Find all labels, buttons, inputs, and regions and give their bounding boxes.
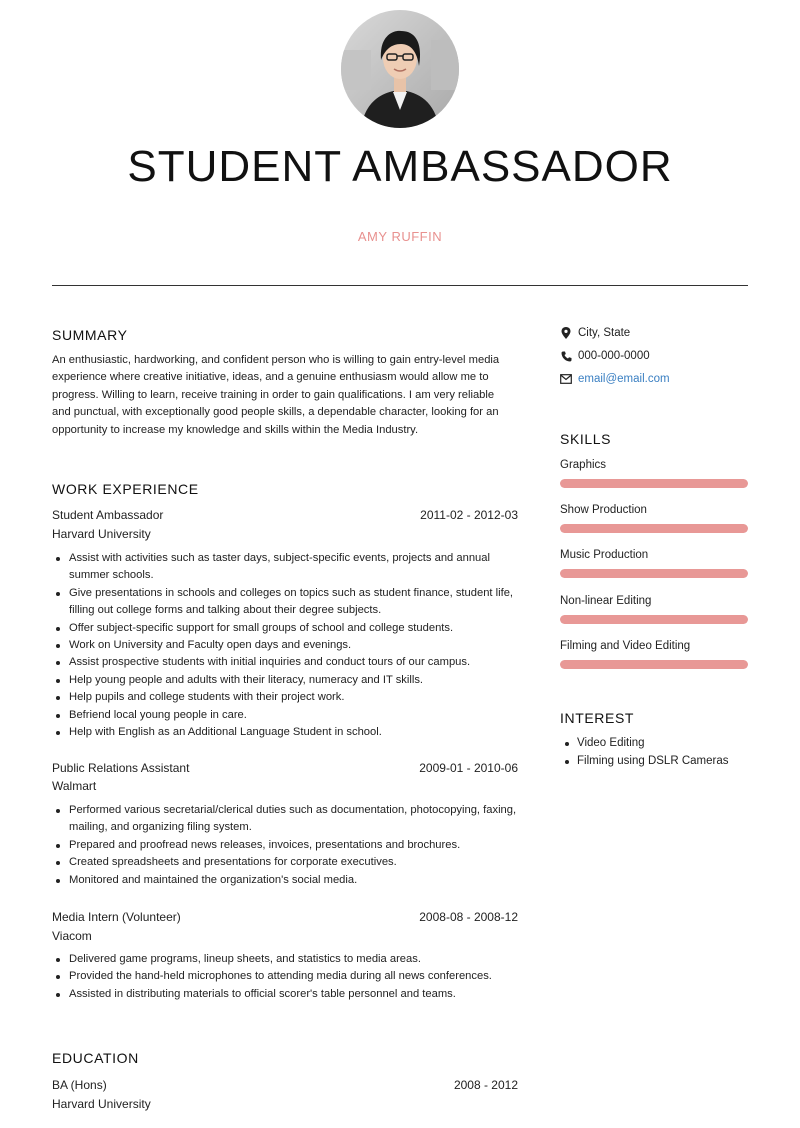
candidate-name: AMY RUFFIN	[357, 229, 443, 244]
skill-level-bar	[560, 479, 748, 488]
location-text: City, State	[578, 327, 631, 339]
job-dates: 2008-08 - 2008-12	[419, 910, 518, 924]
list-item: Befriend local young people in care.	[52, 707, 522, 724]
profile-photo-image	[341, 10, 459, 128]
list-item: Performed various secretarial/clerical duties such as documentation, photocopying, faxing, mailing, and organizing filing system.	[52, 802, 522, 837]
work-experience-heading: WORK EXPERIENCE	[52, 481, 199, 497]
interest-list	[560, 735, 728, 770]
contact-phone	[560, 350, 650, 362]
email-link[interactable]: email@email.com	[578, 373, 670, 385]
skill-level-bar	[560, 660, 748, 669]
education-dates: 2008 - 2012	[453, 1078, 518, 1092]
summary-heading: SUMMARY	[52, 327, 128, 343]
list-item: Work on University and Faculty open days and evenings.	[52, 637, 522, 654]
list-item: Help with English as an Additional Language Student in school.	[52, 724, 522, 741]
envelope-icon	[560, 373, 572, 385]
list-item: Give presentations in schools and colleges on topics such as student finance, student life, filling out college forms and talking about their degree subjects.	[52, 585, 522, 620]
list-item: Offer subject-specific support for small groups of school and college students.	[52, 620, 522, 637]
profile-photo	[341, 10, 459, 128]
skill-level-bar	[560, 615, 748, 624]
skills-heading: SKILLS	[560, 431, 612, 447]
header-divider	[52, 285, 748, 286]
list-item: Provided the hand-held microphones to attending media during all news conferences.	[52, 968, 522, 985]
list-item: Created spreadsheets and presentations for corporate executives.	[52, 854, 522, 871]
skill-label: Music Production	[560, 549, 649, 561]
list-item: Help pupils and college students with their project work.	[52, 689, 522, 706]
job-organization: Walmart	[52, 779, 97, 793]
job-bullets	[52, 951, 522, 1003]
skill-level-fill	[560, 615, 748, 624]
job-dates: 2009-01 - 2010-06	[419, 761, 518, 775]
list-item: Monitored and maintained the organization's social media.	[52, 872, 522, 889]
list-item: Filming using DSLR Cameras	[560, 753, 728, 771]
job-organization: Viacom	[52, 929, 92, 943]
location-pin-icon	[560, 327, 572, 339]
list-item: Video Editing	[560, 735, 728, 753]
skill-level-bar	[560, 524, 748, 533]
summary-text: An enthusiastic, hardworking, and confident person who is willing to gain entry-level media experience where creative initiative, ideas, and a genuine enthusiasm would allow me to progress. Willing to learn, receive training in order to gain qualifications. I am very reliable and punctual, with exceptionally good people skills, a dependable character, looking for an opportunity to increase my knowledge and skills within the Media Industry.	[52, 354, 500, 436]
list-item: Delivered game programs, lineup sheets, and statistics to media areas.	[52, 951, 522, 968]
skill-label: Show Production	[560, 504, 647, 516]
job-title: Student Ambassador	[52, 508, 164, 522]
list-item: Assisted in distributing materials to official scorer's table personnel and teams.	[52, 986, 522, 1003]
education-school: Harvard University	[52, 1097, 151, 1111]
job-dates: 2011-02 - 2012-03	[420, 508, 518, 522]
education-degree: BA (Hons)	[52, 1078, 107, 1092]
skill-level-fill	[560, 569, 748, 578]
list-item: Help young people and adults with their literacy, numeracy and IT skills.	[52, 672, 522, 689]
skill-level-bar	[560, 569, 748, 578]
job-title: Media Intern (Volunteer)	[52, 910, 181, 924]
education-heading: EDUCATION	[52, 1050, 139, 1066]
job-title: Public Relations Assistant	[52, 761, 190, 775]
interest-heading: INTEREST	[560, 710, 635, 726]
skill-level-fill	[560, 660, 748, 669]
job-organization: Harvard University	[52, 527, 151, 541]
list-item: Assist with activities such as taster days, subject-specific events, projects and annual summer schools.	[52, 550, 522, 585]
skill-level-fill	[560, 524, 748, 533]
skill-label: Filming and Video Editing	[560, 640, 691, 652]
job-bullets	[52, 550, 522, 741]
list-item: Prepared and proofread news releases, invoices, presentations and brochures.	[52, 837, 522, 854]
list-item: Assist prospective students with initial inquiries and conduct tours of our campus.	[52, 654, 522, 671]
contact-location	[560, 327, 630, 339]
phone-text: 000-000-0000	[578, 350, 650, 362]
resume-title: STUDENT AMBASSADOR	[127, 142, 673, 191]
skill-level-fill	[560, 479, 748, 488]
job-bullets	[52, 802, 522, 889]
skill-label: Graphics	[560, 459, 607, 471]
phone-icon	[560, 350, 572, 362]
skill-label: Non-linear Editing	[560, 595, 652, 607]
contact-email[interactable]	[560, 373, 670, 385]
